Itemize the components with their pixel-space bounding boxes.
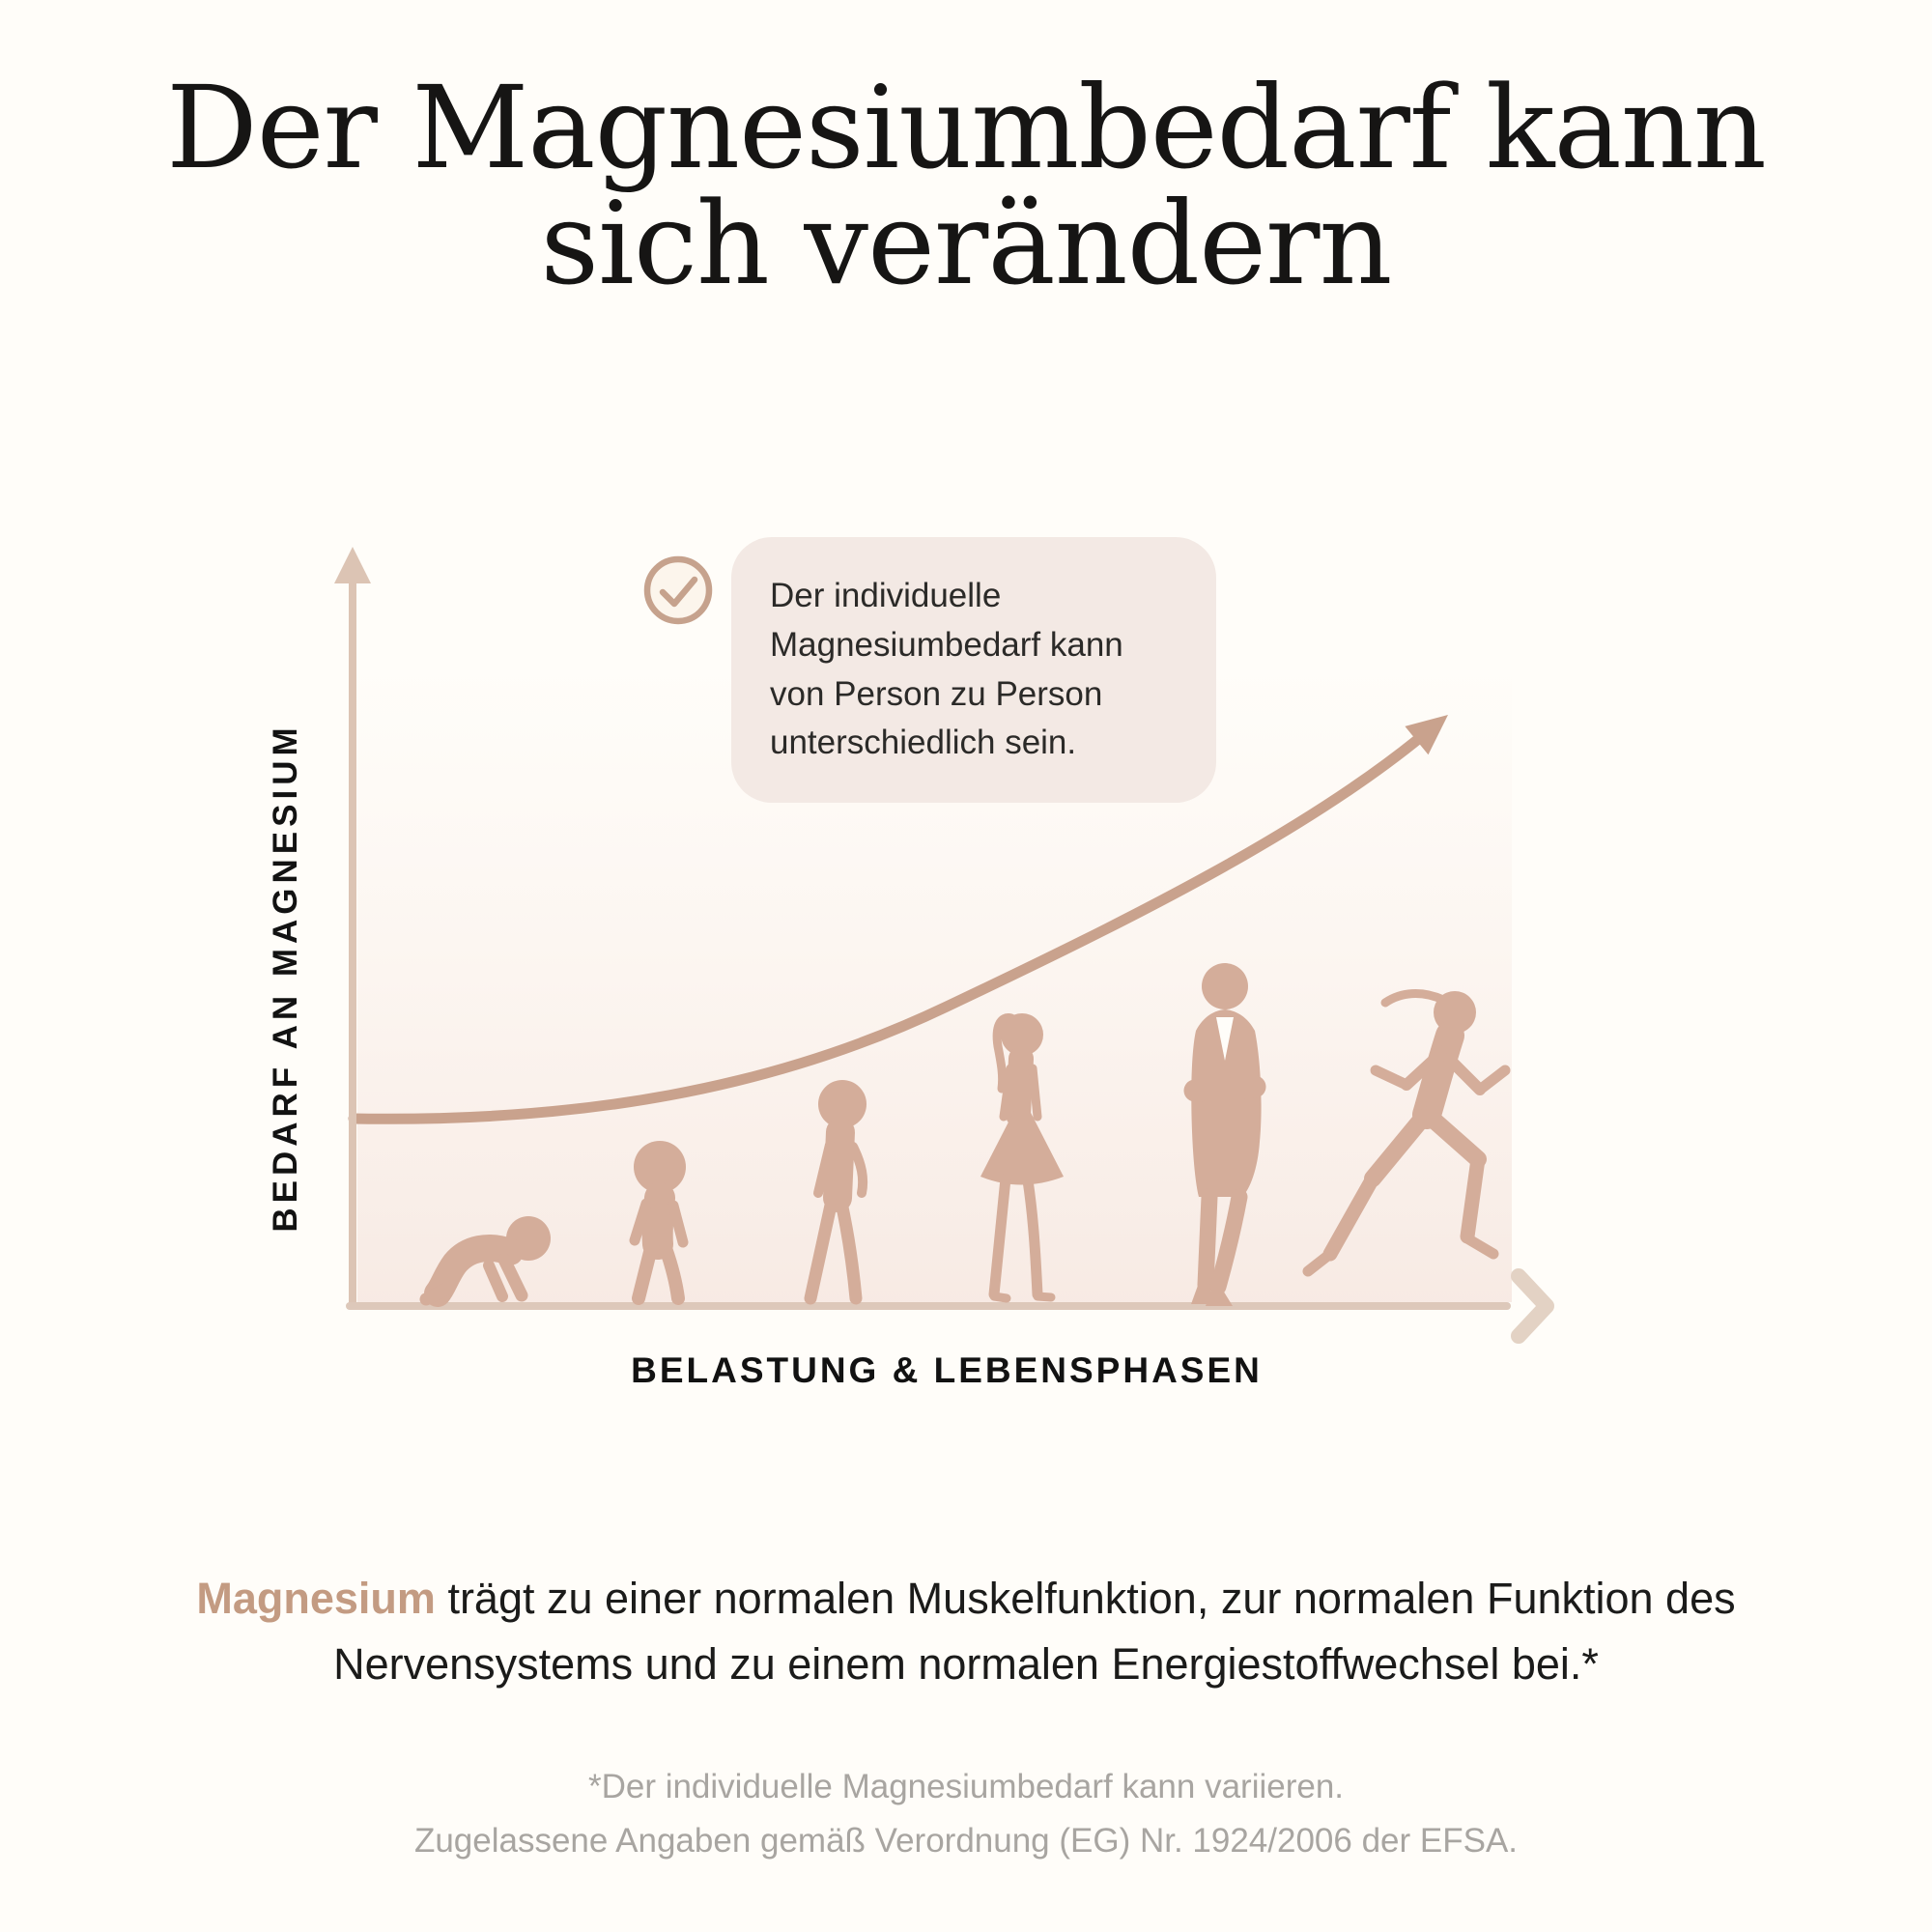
footnote-line1: *Der individuelle Magnesiumbedarf kann variieren. bbox=[587, 1768, 1345, 1805]
claim-text bbox=[164, 1566, 1768, 1698]
x-axis-line bbox=[346, 1302, 1511, 1310]
page-title-line2: sich verändern bbox=[540, 177, 1392, 311]
x-axis-arrow-icon bbox=[1519, 1276, 1547, 1336]
x-axis-label: BELASTUNG & LEBENSPHASEN bbox=[631, 1350, 1263, 1390]
claim-rest: trägt zu einer normalen Muskelfunktion, zur normalen Funktion des Nervensystems und zu einem normalen Energiestoffwechsel bei.* bbox=[333, 1574, 1736, 1690]
callout-bubble bbox=[731, 537, 1216, 803]
y-axis-arrow-icon bbox=[334, 547, 371, 583]
y-axis-label: BEDARF AN MAGNESIUM bbox=[267, 723, 304, 1233]
claim-accent-word: Magnesium bbox=[196, 1574, 436, 1623]
footnote bbox=[97, 1760, 1835, 1868]
page-title-line1: Der Magnesiumbedarf kann bbox=[166, 61, 1766, 194]
callout-text: Der individuelle Magnesiumbedarf kann von Person zu Person unterschiedlich sein. bbox=[770, 577, 1123, 762]
footnote-line2: Zugelassene Angaben gemäß Verordnung (EG) Nr. 1924/2006 der EFSA. bbox=[413, 1822, 1519, 1860]
page-title bbox=[0, 61, 1932, 311]
y-axis-line bbox=[349, 578, 356, 1306]
check-circle-icon bbox=[643, 555, 713, 625]
